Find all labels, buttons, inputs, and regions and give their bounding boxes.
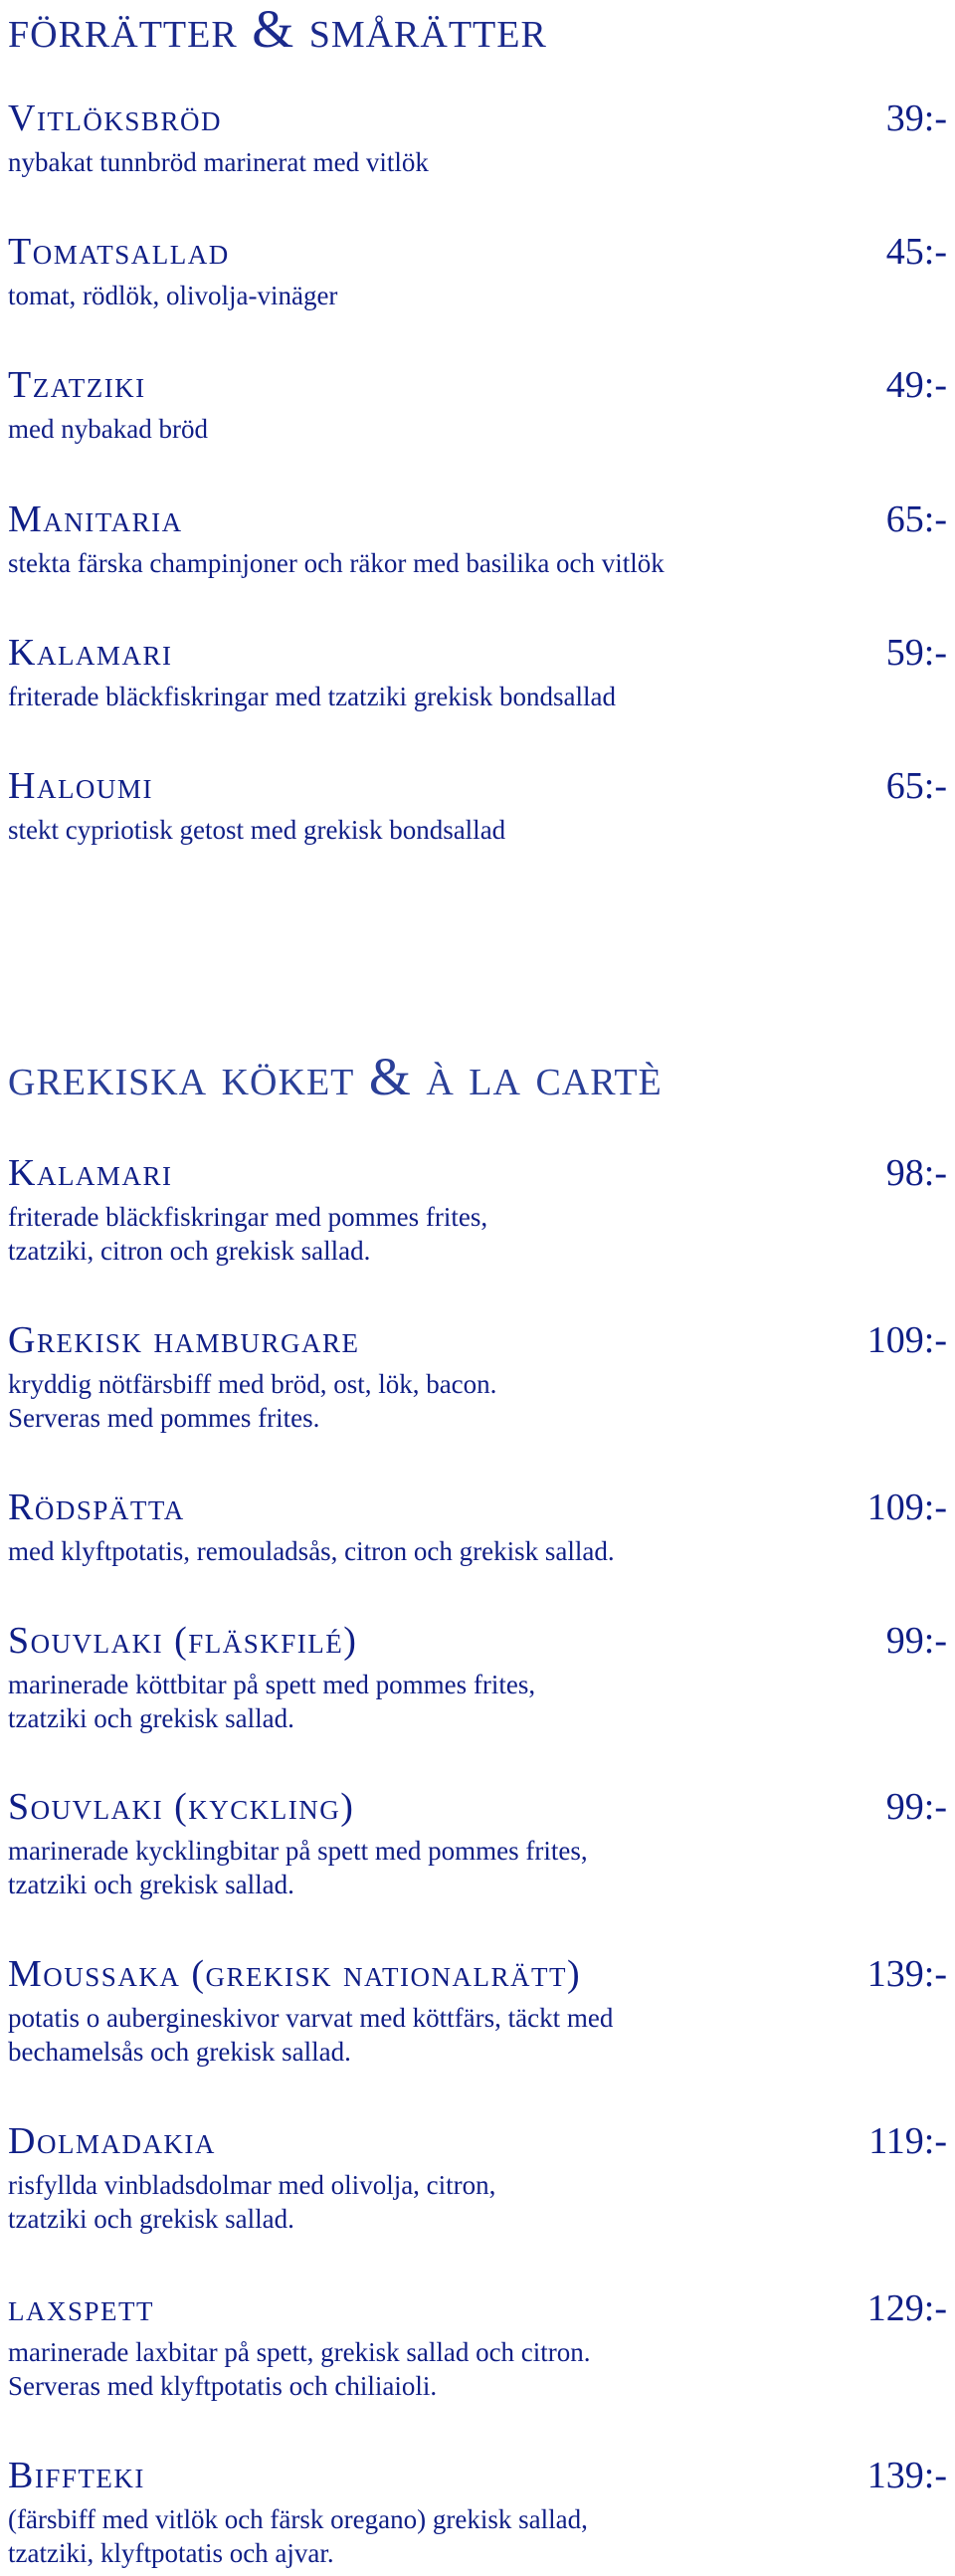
item-price: 109:- (866, 1486, 947, 1528)
item-name: Kalamari (8, 1152, 173, 1194)
item-description: risfyllda vinbladsdolmar med olivolja, citron, tzatziki och grekisk sallad. (8, 2170, 496, 2234)
item-name: Dolmadakia (8, 2120, 216, 2162)
item-description: stekt cypriotisk getost med grekisk bondsallad (8, 815, 506, 845)
menu-item (8, 500, 947, 580)
item-price: 119:- (868, 2120, 947, 2162)
menu-item (8, 1955, 947, 2069)
item-name: Kalamari (8, 632, 173, 674)
item-description: stekta färska champinjoner och räkor med basilika och vitlök (8, 548, 665, 578)
item-price: 139:- (866, 2455, 947, 2496)
menu-item (8, 99, 947, 179)
item-name: Vitlöksbröd (8, 98, 222, 139)
item-price: 99:- (885, 1620, 947, 1662)
item-price: 99:- (885, 1786, 947, 1828)
item-description: nybakat tunnbröd marinerat med vitlök (8, 147, 429, 177)
menu-item (8, 2457, 947, 2570)
item-description: kryddig nötfärsbiff med bröd, ost, lök, bacon. Serveras med pommes frites. (8, 1369, 497, 1433)
item-name: Haloumi (8, 765, 153, 807)
item-price: 98:- (885, 1152, 947, 1194)
item-description: med klyftpotatis, remouladsås, citron och grekisk sallad. (8, 1536, 615, 1566)
item-price: 49:- (885, 364, 947, 406)
item-description: marinerade kycklingbitar på spett med pommes frites, tzatziki och grekisk sallad. (8, 1836, 588, 1899)
item-description: friterade bläckfiskringar med tzatziki grekisk bondsallad (8, 682, 617, 711)
item-description: med nybakad bröd (8, 414, 208, 444)
menu-item (8, 1622, 947, 1735)
menu-item (8, 233, 947, 312)
menu-item (8, 2289, 947, 2403)
item-name: Tomatsallad (8, 231, 230, 273)
item-name: Grekisk hamburgare (8, 1319, 360, 1361)
section-title-forratter: förrätter & smårätter (8, 0, 547, 59)
menu-item (8, 1321, 947, 1435)
item-description: potatis o auberginеskivor varvat med köttfärs, täckt med bechamelsås och grekisk sallad. (8, 2003, 614, 2067)
item-price: 45:- (885, 231, 947, 273)
item-name: Biffteki (8, 2455, 145, 2496)
item-description: (färsbiff med vitlök och färsk oregano) grekisk sallad, tzatziki, klyftpotatis och ajvar. (8, 2504, 588, 2568)
item-description: friterade bläckfiskringar med pommes frites, tzatziki, citron och grekisk sallad. (8, 1202, 488, 1266)
item-name: Moussaka (grekisk nationalrätt) (8, 1953, 582, 1995)
item-name: Tzatziki (8, 364, 146, 406)
item-description: marinerade laxbitar på spett, grekisk sallad och citron. Serveras med klyftpotatis och chiliaioli. (8, 2337, 591, 2401)
item-price: 65:- (885, 498, 947, 540)
item-price: 139:- (866, 1953, 947, 1995)
item-description: tomat, rödlök, olivolja-vinäger (8, 281, 338, 310)
item-price: 59:- (885, 632, 947, 674)
menu-item (8, 1488, 947, 1568)
menu-item (8, 767, 947, 847)
item-name: Souvlaki (fläskfilé) (8, 1620, 358, 1662)
menu-item (8, 1154, 947, 1268)
item-price: 129:- (866, 2287, 947, 2329)
item-description: marinerade köttbitar på spett med pommes frites, tzatziki och grekisk sallad. (8, 1670, 536, 1733)
item-name: laxspett (8, 2287, 154, 2329)
menu-item (8, 634, 947, 713)
menu-item (8, 366, 947, 446)
item-price: 65:- (885, 765, 947, 807)
item-price: 39:- (885, 98, 947, 139)
item-name: Souvlaki (kyckling) (8, 1786, 355, 1828)
menu-item (8, 2122, 947, 2236)
item-price: 109:- (866, 1319, 947, 1361)
item-name: Rödspätta (8, 1486, 185, 1528)
menu-item (8, 1788, 947, 1901)
item-name: Manitaria (8, 498, 183, 540)
section-title-grekiska-koket: grekiska köket & à la cartè (8, 1047, 663, 1106)
